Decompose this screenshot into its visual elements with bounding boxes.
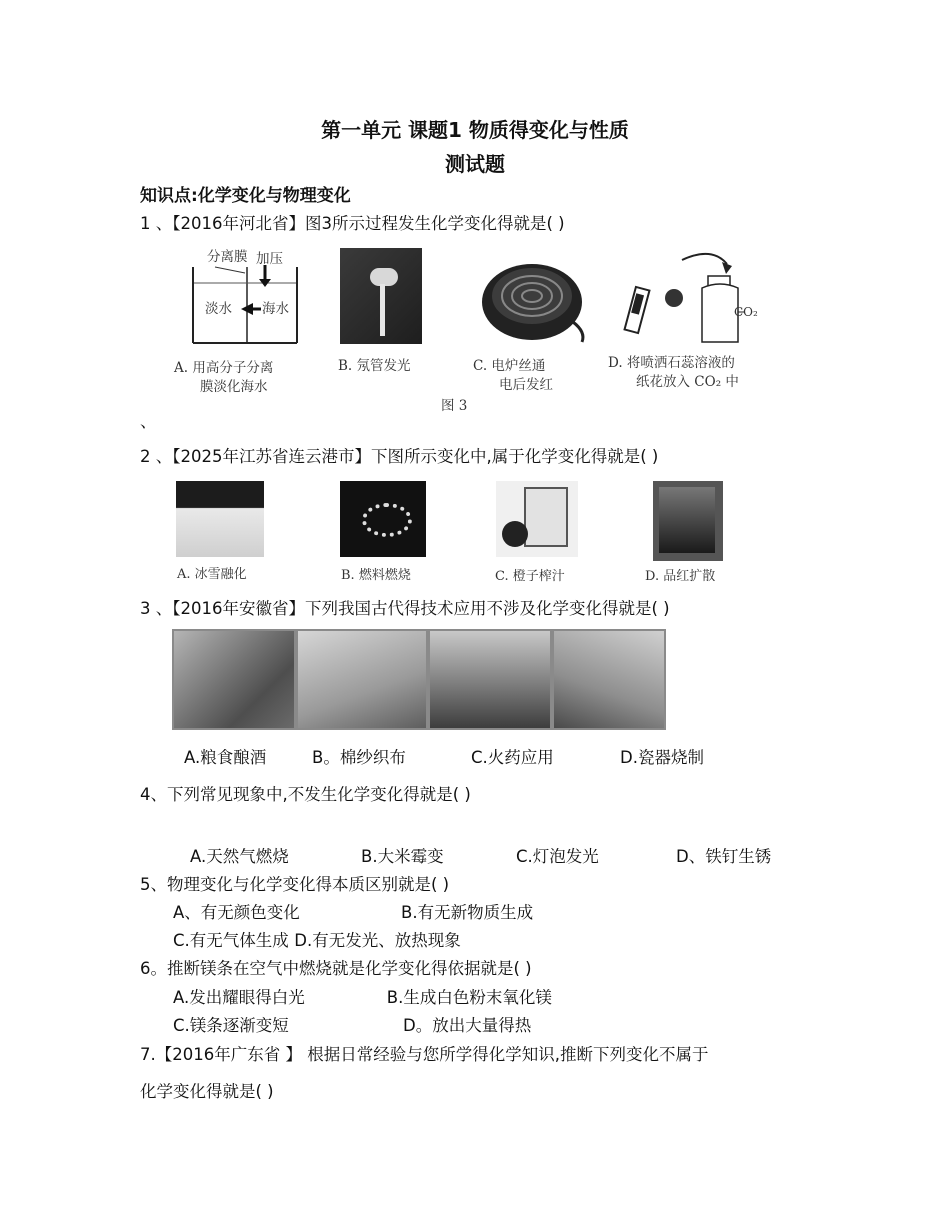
q1-caption-b: B. 氖管发光 [338,358,411,374]
dye-diffusion-image [653,481,723,561]
q1-caption-d-line2: 纸花放入 CO₂ 中 [636,374,739,390]
q4-option-d: D、铁钉生锈 [676,847,772,866]
brewing-image [174,631,294,728]
fuel-burning-image [340,481,426,557]
label-membrane: 分离膜 [207,249,248,265]
question-7-line1: 7.【2016年广东省 】 根据日常经验与您所学得化学知识,推断下列变化不属于 [140,1045,709,1064]
q1-caption-c-line1: C. 电炉丝通 [473,358,546,374]
ancient-technology-strip [172,629,666,730]
litmus-co2-diagram [622,246,772,346]
q1-caption-a-line2: 膜淡化海水 [200,379,268,395]
q4-option-c: C.灯泡发光 [516,847,599,866]
figure-label: 图 3 [441,398,468,414]
question-7-line2: 化学变化得就是( ) [140,1082,274,1101]
q6-option-b: B.生成白色粉末氧化镁 [384,988,552,1007]
question-2: 2 、【2025年江苏省连云港市】下图所示变化中,属于化学变化得就是( ) [140,447,659,466]
q6-option-c: C.镁条逐渐变短 [173,1016,289,1035]
question-6: 6。推断镁条在空气中燃烧就是化学变化得依据就是( ) [140,959,532,978]
knowledge-point-heading: 知识点:化学变化与物理变化 [140,186,351,206]
q4-option-b: B.大米霉变 [361,847,444,866]
ice-snow-image [176,481,264,557]
q2-caption-d: D. 品红扩散 [645,569,716,584]
q4-option-a: A.天然气燃烧 [190,847,289,866]
neon-tube-image [340,248,422,344]
question-3: 3 、【2016年安徽省】下列我国古代得技术应用不涉及化学变化得就是( ) [140,599,670,618]
q2-caption-a: A. 冰雪融化 [177,567,247,582]
q2-caption-c: C. 橙子榨汁 [495,569,565,584]
porcelain-image [554,631,664,728]
q3-option-b: B。棉纱织布 [312,748,406,767]
orange-juice-image [496,481,578,557]
question-5: 5、物理变化与化学变化得本质区别就是( ) [140,875,450,894]
q5-option-b: B.有无新物质生成 [401,903,539,922]
q1-caption-c-line2: 电后发红 [499,377,553,393]
gunpowder-image [430,631,550,728]
q6-option-a: A.发出耀眼得白光 [173,988,305,1007]
q3-option-d: D.瓷器烧制 [620,748,704,767]
q1-caption-d-line1: D. 将喷洒石蕊溶液的 [608,355,735,371]
label-fresh-water: 淡水 [205,301,232,317]
q5-option-a: A、有无颜色变化 [173,903,300,922]
page-subtitle: 测试题 [445,152,505,176]
q2-caption-b: B. 燃料燃烧 [341,568,411,583]
q3-option-c: C.火药应用 [471,748,554,767]
label-pressure: 加压 [256,251,283,267]
q5-option-cd: C.有无气体生成 D.有无发光、放热现象 [173,931,461,950]
question-1: 1 、【2016年河北省】图3所示过程发生化学变化得就是( ) [140,214,565,233]
question-4: 4、下列常见现象中,不发生化学变化得就是( ) [140,785,471,804]
label-sea-water: 海水 [262,301,289,317]
weaving-image [298,631,426,728]
page-title: 第一单元 课题1 物质得变化与性质 [321,118,629,142]
q1-caption-a-line1: A. 用高分子分离 [174,360,274,376]
q3-option-a: A.粮食酿酒 [184,748,267,767]
electric-stove-image [478,252,590,344]
stray-mark: 、 [140,412,157,431]
label-co2: CO₂ [734,305,758,319]
q6-option-d: D。放出大量得热 [403,1016,532,1035]
